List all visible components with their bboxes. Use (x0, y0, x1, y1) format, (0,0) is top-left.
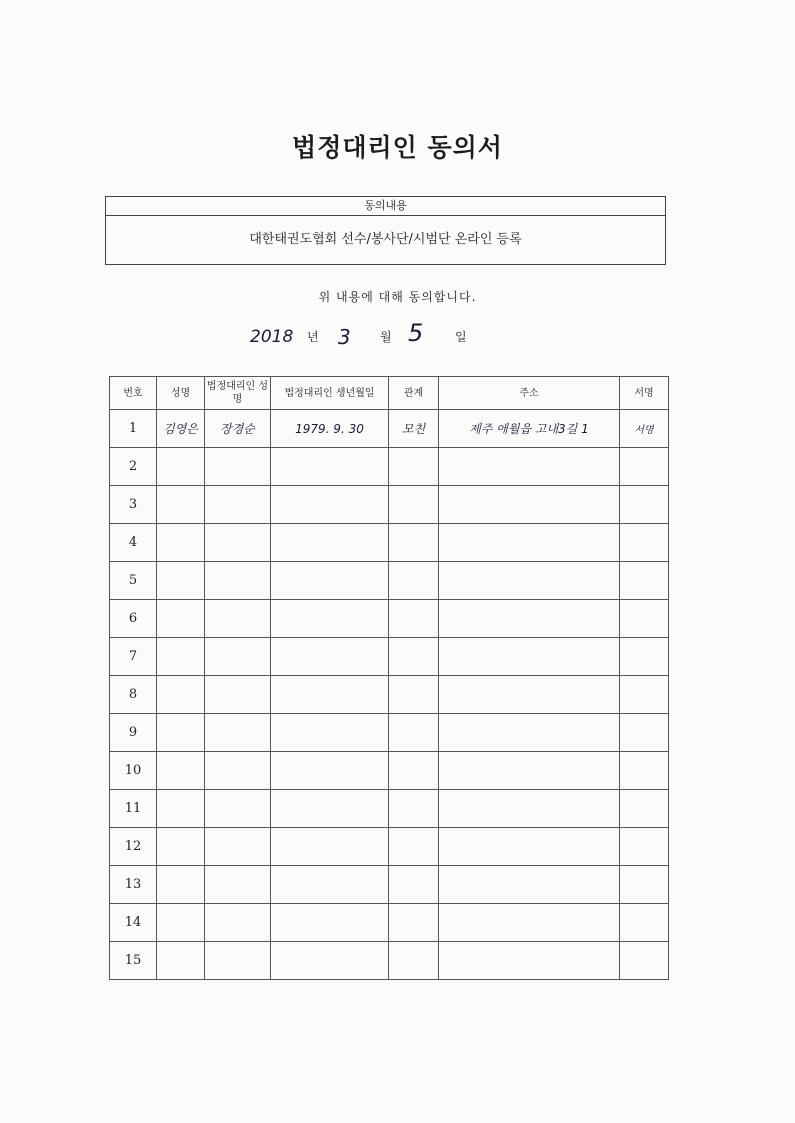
cell-no: 9 (110, 714, 157, 752)
cell-no: 2 (110, 448, 157, 486)
cell-name (157, 486, 205, 524)
cell-address (439, 676, 620, 714)
header-guardian-name: 법정대리인 성명 (205, 377, 271, 410)
consent-content-header: 동의내용 (106, 197, 665, 216)
cell-relation (389, 638, 439, 676)
consent-content-body: 대한태권도협회 선수/봉사단/시범단 온라인 등록 (249, 232, 522, 247)
cell-signature: 서명 (620, 410, 669, 448)
cell-signature (620, 866, 669, 904)
cell-signature (620, 600, 669, 638)
cell-guardian-name (205, 714, 271, 752)
date-month-unit: 월 (380, 330, 392, 344)
cell-address (439, 448, 620, 486)
cell-relation (389, 562, 439, 600)
cell-guardian-name (205, 448, 271, 486)
guardian-roster-table (109, 376, 669, 980)
cell-guardian-name (205, 486, 271, 524)
cell-address (439, 714, 620, 752)
cell-guardian-name (205, 790, 271, 828)
cell-signature (620, 904, 669, 942)
cell-guardian-birth (271, 828, 389, 866)
table-row (110, 638, 669, 676)
cell-guardian-name (205, 942, 271, 980)
cell-guardian-birth (271, 866, 389, 904)
cell-address (439, 752, 620, 790)
cell-address (439, 562, 620, 600)
table-row (110, 448, 669, 486)
table-row (110, 714, 669, 752)
cell-signature (620, 714, 669, 752)
cell-signature (620, 676, 669, 714)
date-year: 2018 (250, 327, 294, 347)
signature-date (250, 319, 510, 352)
cell-relation (389, 524, 439, 562)
cell-address (439, 942, 620, 980)
cell-guardian-birth (271, 524, 389, 562)
cell-guardian-name (205, 904, 271, 942)
table-row (110, 904, 669, 942)
cell-guardian-birth (271, 600, 389, 638)
document-title: 법정대리인 동의서 (292, 133, 503, 162)
cell-relation (389, 714, 439, 752)
cell-signature (620, 448, 669, 486)
cell-no: 6 (110, 600, 157, 638)
date-year-unit: 년 (307, 330, 319, 344)
cell-name (157, 562, 205, 600)
cell-guardian-birth (271, 714, 389, 752)
header-address: 주소 (439, 377, 620, 410)
cell-name (157, 752, 205, 790)
cell-signature (620, 790, 669, 828)
cell-no: 8 (110, 676, 157, 714)
cell-address (439, 904, 620, 942)
cell-name (157, 600, 205, 638)
table-row (110, 600, 669, 638)
cell-name: 김영은 (157, 410, 205, 448)
cell-name (157, 942, 205, 980)
cell-guardian-birth (271, 562, 389, 600)
cell-address (439, 638, 620, 676)
table-row (110, 942, 669, 980)
cell-address (439, 866, 620, 904)
date-month: 3 (338, 325, 351, 349)
cell-address (439, 828, 620, 866)
cell-relation (389, 600, 439, 638)
cell-signature (620, 524, 669, 562)
cell-address (439, 790, 620, 828)
cell-signature (620, 486, 669, 524)
cell-guardian-birth (271, 790, 389, 828)
cell-relation (389, 866, 439, 904)
cell-signature (620, 562, 669, 600)
cell-relation (389, 790, 439, 828)
cell-guardian-birth (271, 486, 389, 524)
cell-guardian-birth (271, 904, 389, 942)
cell-signature (620, 752, 669, 790)
table-row (110, 752, 669, 790)
cell-relation (389, 942, 439, 980)
cell-no: 14 (110, 904, 157, 942)
cell-signature (620, 942, 669, 980)
cell-no: 12 (110, 828, 157, 866)
cell-name (157, 448, 205, 486)
cell-name (157, 790, 205, 828)
cell-no: 1 (110, 410, 157, 448)
table-header-row (110, 377, 669, 410)
date-day-unit: 일 (455, 330, 467, 344)
cell-guardian-birth: 1979. 9. 30 (271, 410, 389, 448)
cell-no: 13 (110, 866, 157, 904)
cell-relation (389, 448, 439, 486)
date-day: 5 (408, 319, 424, 347)
table-row (110, 866, 669, 904)
cell-address (439, 524, 620, 562)
cell-no: 7 (110, 638, 157, 676)
cell-no: 10 (110, 752, 157, 790)
header-relation: 관계 (389, 377, 439, 410)
cell-no: 15 (110, 942, 157, 980)
table-row (110, 410, 669, 448)
cell-guardian-name: 장경순 (205, 410, 271, 448)
cell-relation (389, 486, 439, 524)
cell-no: 4 (110, 524, 157, 562)
cell-name (157, 904, 205, 942)
cell-guardian-birth (271, 638, 389, 676)
header-name: 성명 (157, 377, 205, 410)
cell-address (439, 486, 620, 524)
cell-name (157, 638, 205, 676)
cell-no: 3 (110, 486, 157, 524)
cell-signature (620, 828, 669, 866)
cell-guardian-birth (271, 752, 389, 790)
cell-guardian-name (205, 524, 271, 562)
cell-signature (620, 638, 669, 676)
cell-guardian-name (205, 638, 271, 676)
cell-name (157, 714, 205, 752)
cell-relation (389, 752, 439, 790)
cell-guardian-birth (271, 676, 389, 714)
cell-relation (389, 904, 439, 942)
table-row (110, 524, 669, 562)
header-signature: 서명 (620, 377, 669, 410)
cell-guardian-birth (271, 942, 389, 980)
table-row (110, 562, 669, 600)
cell-guardian-birth (271, 448, 389, 486)
cell-guardian-name (205, 676, 271, 714)
header-no: 번호 (110, 377, 157, 410)
header-guardian-birth: 법정대리인 생년월일 (271, 377, 389, 410)
cell-no: 5 (110, 562, 157, 600)
cell-address: 제주 애월읍 고내3길 1 (439, 410, 620, 448)
cell-no: 11 (110, 790, 157, 828)
table-row (110, 676, 669, 714)
cell-name (157, 866, 205, 904)
cell-guardian-name (205, 828, 271, 866)
cell-name (157, 828, 205, 866)
cell-guardian-name (205, 752, 271, 790)
cell-relation (389, 828, 439, 866)
roster-body (110, 410, 669, 980)
cell-relation: 모친 (389, 410, 439, 448)
cell-guardian-name (205, 866, 271, 904)
cell-guardian-name (205, 600, 271, 638)
consent-content-box (105, 196, 666, 265)
table-row (110, 828, 669, 866)
cell-name (157, 524, 205, 562)
cell-address (439, 600, 620, 638)
table-row (110, 486, 669, 524)
cell-guardian-name (205, 562, 271, 600)
cell-name (157, 676, 205, 714)
cell-relation (389, 676, 439, 714)
table-row (110, 790, 669, 828)
agreement-statement: 위 내용에 대해 동의합니다. (318, 290, 477, 304)
